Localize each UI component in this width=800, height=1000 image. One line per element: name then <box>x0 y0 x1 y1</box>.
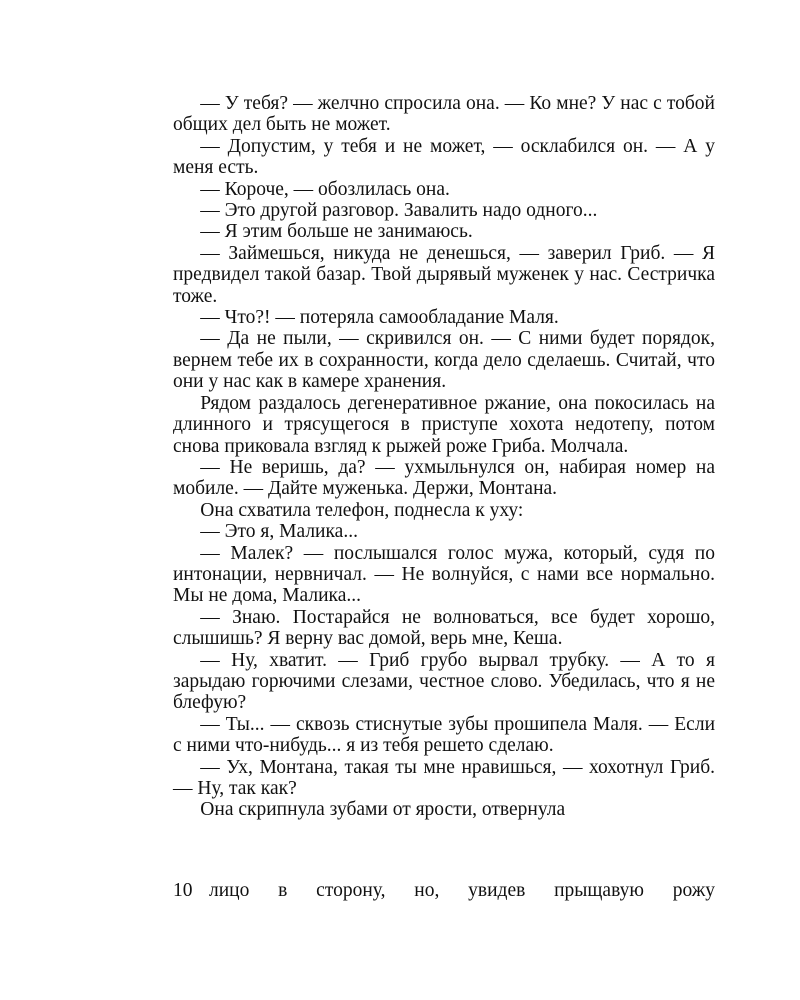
paragraph: — Короче, — обозлилась она. <box>200 178 450 200</box>
paragraph: — Что?! — потеряла самообладание Маля. <box>200 307 559 329</box>
paragraph: — Ну, хватит. — Гриб грубо вырвал трубку. — А то я зарыдаю горючими слезами, честное слово. Убедилась, что я не блефую? <box>173 649 715 714</box>
paragraph: — Допустим, у тебя и не может, — осклабился он. — А у меня есть. <box>173 135 715 179</box>
paragraph: — Малек? — послышался голос мужа, который, судя по интонации, нервничал. — Не волнуйся, с нами все нормально. Мы не дома, Малика... <box>173 542 715 607</box>
paragraph: — Это другой разговор. Завалить надо одного... <box>200 200 598 222</box>
paragraph: Она скрипнула зубами от ярости, отвернула <box>200 799 566 821</box>
paragraph-continuation: лицо в сторону, но, увидев прыщавую рожу <box>209 880 715 901</box>
paragraph: — Да не пыли, — скривился он. — С ними будет порядок, вернем тебе их в сохранности, когда дело сделаешь. Считай, что они у нас как в камере хранения. <box>173 328 715 393</box>
paragraph: Рядом раздалось дегенеративное ржание, она покосилась на длинного и трясущегося в приступе хохота недотепу, потом снова приковала взгляд к рыжей роже Гриба. Молчала. <box>173 392 715 457</box>
page-footer <box>173 880 715 901</box>
paragraph: — Ух, Монтана, такая ты мне нравишься, — хохотнул Гриб. — Ну, так как? <box>173 756 715 799</box>
footer-line <box>173 880 715 901</box>
paragraph: — Ты... — сквозь стиснутые зубы прошипела Маля. — Если с ними что-нибудь... я из тебя решето сделаю. <box>173 713 715 757</box>
paragraph: — У тебя? — желчно спросила она. — Ко мне? У нас с тобой общих дел быть не может. <box>173 93 715 136</box>
paragraph: — Займешься, никуда не денешься, — заверил Гриб. — Я предвидел такой базар. Твой дырявый муженек у нас. Сестричка тоже. <box>173 242 715 307</box>
paragraph: — Это я, Малика... <box>200 521 358 543</box>
paragraph: — Знаю. Постарайся не волноваться, все будет хорошо, слышишь? Я верну вас домой, верь мне, Кеша. <box>173 606 715 650</box>
paragraph: — Я этим больше не занимаюсь. <box>200 221 473 243</box>
book-page-text <box>173 93 715 821</box>
page-number: 10 <box>173 880 193 901</box>
paragraph: — Не веришь, да? — ухмыльнулся он, набирая номер на мобиле. — Дайте муженька. Держи, Монтана. <box>173 456 715 500</box>
paragraph: Она схватила телефон, поднесла к уху: <box>200 499 524 521</box>
